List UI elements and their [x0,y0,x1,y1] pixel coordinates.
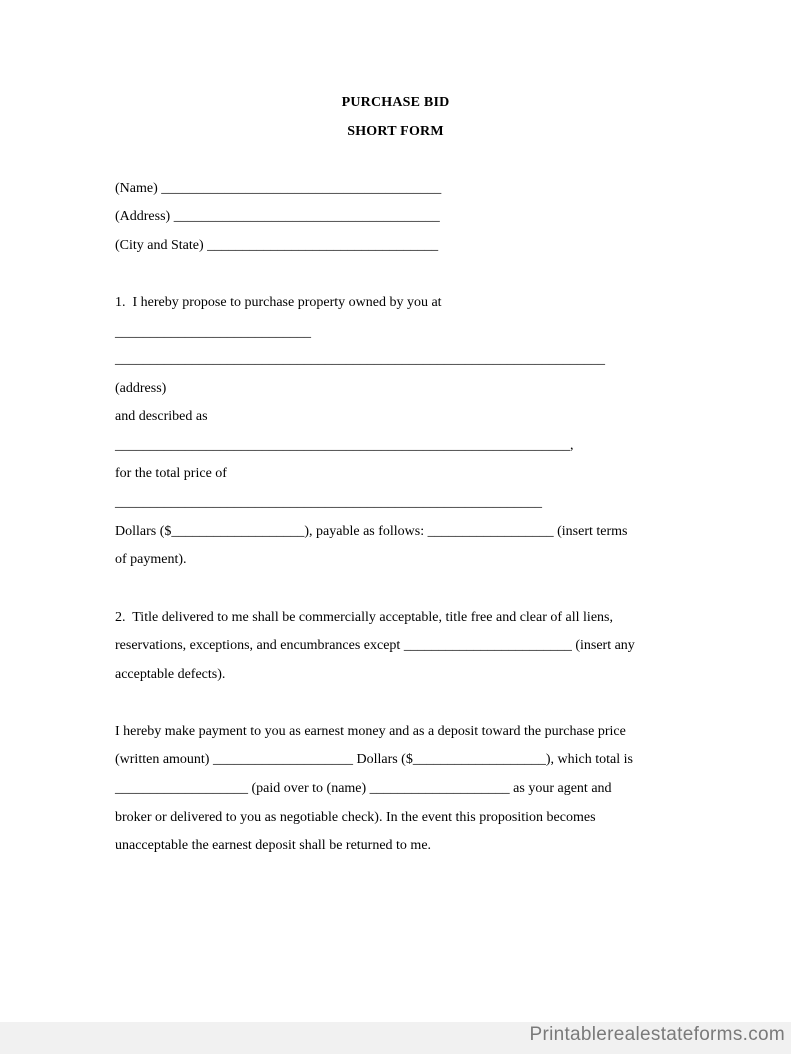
address-label: (address) [115,381,167,396]
footer-bar [0,1022,791,1054]
name-field-line: (Name) ________________________________________ [115,181,442,196]
city-state-field-line: (City and State) _________________________________ [115,238,439,253]
clause-1-blank-short: ____________________________ [115,325,311,340]
clause-2-text: 2. Title delivered to me shall be commercially acceptable, title free and clear of all liens, [115,610,613,625]
payment-paragraph-line-1: I hereby make payment to you as earnest money and as a deposit toward the purchase price [115,724,626,739]
clause-1-text: 1. I hereby propose to purchase property owned by you at [115,295,442,310]
description-blank: _________________________________________________________________, [115,438,574,453]
address-field-line: (Address) ______________________________________ [115,209,440,224]
payment-paragraph-line-5: unacceptable the earnest deposit shall be returned to me. [115,838,432,853]
clause-2-end: acceptable defects). [115,667,226,682]
described-as-label: and described as [115,409,208,424]
payment-paragraph-line-2: (written amount) ____________________ Dollars ($___________________), which total is [115,752,633,767]
footer-site-link[interactable]: Printablerealestateforms.com [529,1024,785,1045]
clause-2-exceptions: reservations, exceptions, and encumbrances except ________________________ (insert any [115,638,635,653]
payment-paragraph-line-3: ___________________ (paid over to (name) ____________________ as your agent and [115,781,612,796]
total-price-label: for the total price of [115,466,227,481]
clause-1-blank-long: ______________________________________________________________________ [115,352,605,367]
payment-paragraph-line-4: broker or delivered to you as negotiable check). In the event this proposition becomes [115,810,596,825]
payment-terms-end: of payment). [115,552,187,567]
dollars-payable-line: Dollars ($___________________), payable as follows: __________________ (insert terms [115,524,628,539]
total-price-blank: _____________________________________________________________ [115,495,542,510]
document-title: PURCHASE BID [341,95,450,110]
document-subtitle: SHORT FORM [347,124,444,139]
